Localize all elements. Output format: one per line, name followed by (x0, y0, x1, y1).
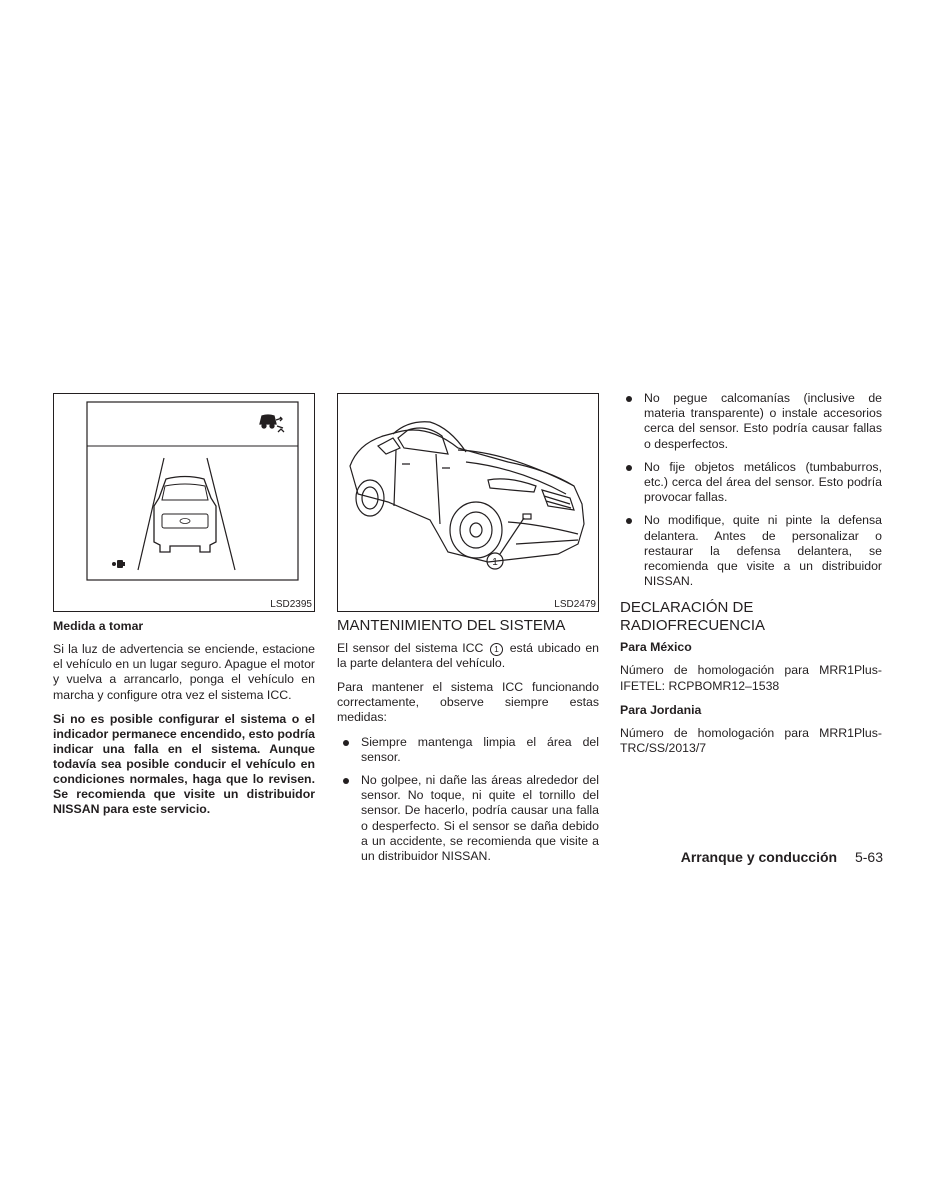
mexico-homologation: Número de homologación para MRR1Plus- IFETEL: RCPBOMR12–1538 (620, 663, 882, 693)
callout-number: 1 (492, 557, 498, 568)
list-item: No golpee, ni dañe las áreas alrededor del sensor. No toque, ni quite el tornillo del sensor. De hacerlo, podría causar una falla o desperfecto. Si el sensor se daña debido a un accidente, se recomienda que visite a un distribuidor NISSAN. (337, 773, 599, 864)
sensor-text-after: está ubicado en la parte delantera del vehículo. (337, 640, 599, 670)
maintenance-list (337, 735, 599, 865)
bullet-icon (343, 778, 349, 784)
figure-car-sensor (337, 393, 599, 612)
list-item: No modifique, quite ni pinte la defensa delantera. Antes de personalizar o restaurar la defensa delantera, se recomienda que visite a un distribuidor NISSAN. (620, 513, 882, 589)
bullet-icon (626, 518, 632, 524)
list-item: Siempre mantenga limpia el área del sensor. (337, 735, 599, 765)
display-illustration (54, 394, 314, 611)
jordan-homologation: Número de homologación para MRR1Plus-TRC/SS/2013/7 (620, 725, 882, 756)
column-1 (53, 393, 315, 817)
list-item: No pegue calcomanías (inclusive de materia transparente) o instale accesorios cerca del sensor. Esto podría causar fallas o desperfectos. (620, 391, 882, 452)
bullet-icon (626, 396, 632, 402)
warning-paragraph: Si no es posible configurar el sistema o el indicador permanece encendido, esto podría indicar una falla en el sistema. Aunque todavía sea posible conducir el vehículo en condiciones normales, haga que lo revisen. Se recomienda que visite un distribuidor NISSAN para este servicio. (53, 711, 315, 816)
subheading-jordan: Para Jordania (620, 702, 702, 717)
action-paragraph: Si la luz de advertencia se enciende, estacione el vehículo en un lugar seguro. Apague el motor y vuelva a arrancarlo, ponga el vehículo en marcha y configure otra vez el sistema ICC. (53, 642, 315, 702)
indicator-small-icon (112, 560, 125, 568)
car-illustration (338, 394, 598, 611)
precautions-list (620, 391, 882, 589)
footer-section-title: Arranque y conducción (680, 849, 838, 865)
column-2 (337, 393, 599, 872)
section-heading-maintenance: MANTENIMIENTO DEL SISTEMA (337, 617, 566, 634)
list-item: No fije objetos metálicos (tumbaburros, etc.) cerca del área del sensor. Esto podría provocar fallas. (620, 460, 882, 506)
marker-1: 1 (490, 643, 503, 656)
bullet-icon (343, 740, 349, 746)
sensor-text-before: El sensor del sistema ICC (337, 640, 484, 655)
subheading-action: Medida a tomar (53, 619, 144, 633)
icc-warning-icon (260, 415, 284, 432)
subheading-mexico: Para México (620, 640, 692, 655)
page-number: 5-63 (854, 849, 883, 865)
section-heading-radio: DECLARACIÓN DE RADIOFRECUENCIA (620, 599, 766, 634)
figure-code: LSD2395 (270, 599, 312, 610)
figure-display-diagram (53, 393, 315, 612)
column-3 (620, 391, 882, 765)
maintenance-intro: Para mantener el sistema ICC funcionando correctamente, observe siempre estas medidas: (337, 679, 599, 725)
sensor-location-paragraph (337, 641, 599, 671)
bullet-icon (626, 465, 632, 471)
figure-code: LSD2479 (554, 599, 596, 610)
page-footer (681, 849, 883, 865)
